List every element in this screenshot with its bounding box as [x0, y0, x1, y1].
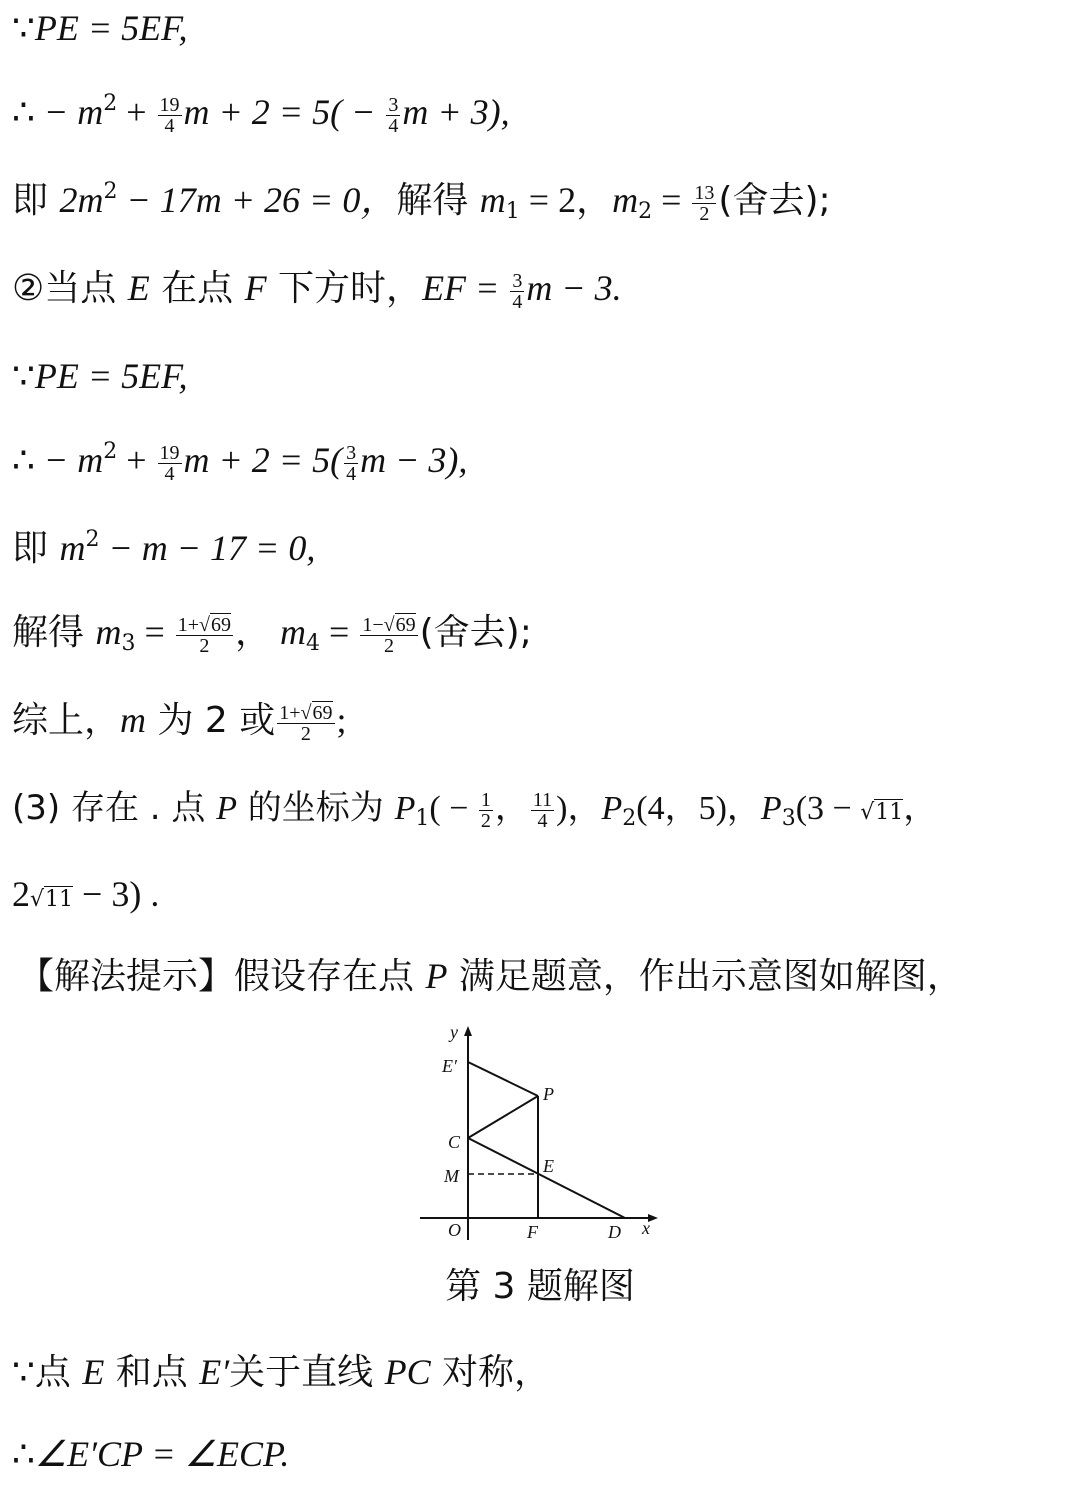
segment-p-c: [468, 1096, 538, 1138]
sqrt-symbol: √: [383, 613, 395, 636]
fraction: [176, 615, 233, 656]
therefore-symbol: ∴: [12, 440, 35, 481]
fraction: [158, 95, 182, 136]
line-11: [12, 872, 159, 922]
term: m + 3),: [402, 92, 510, 132]
because-symbol: ∵: [12, 1352, 35, 1393]
numerator: [176, 615, 233, 636]
denominator: 2: [199, 634, 210, 657]
subscript: 1: [415, 806, 430, 831]
line-6: [12, 438, 467, 484]
fraction: [158, 443, 182, 484]
text: ②当点: [12, 268, 128, 309]
term: m − 3.: [526, 268, 622, 308]
term: )，: [556, 790, 602, 827]
label-e-prime: E′: [442, 1056, 457, 1076]
segment-e-prime-p: [468, 1062, 538, 1096]
term: m + 2 = 5(: [183, 440, 343, 480]
variable: m: [612, 180, 639, 220]
sqrt-symbol: √: [199, 613, 211, 636]
radicand: 69: [211, 613, 232, 636]
term: +: [117, 92, 156, 132]
numerator: 1: [480, 788, 491, 811]
variable: E: [127, 268, 150, 308]
separator: ，: [235, 612, 281, 652]
label-c: C: [448, 1132, 461, 1152]
exponent: 2: [103, 439, 118, 464]
line-2: [12, 90, 510, 136]
equation: ∠E′CP = ∠ECP.: [34, 1434, 290, 1474]
fraction: [531, 790, 554, 831]
fraction: [344, 443, 358, 484]
term: ;: [336, 700, 347, 740]
fraction: [277, 703, 334, 744]
geometry-diagram: [400, 1020, 680, 1250]
variable: P: [216, 790, 237, 827]
term: ( −: [429, 790, 477, 827]
label-d: D: [608, 1222, 621, 1242]
label-p: P: [543, 1084, 554, 1104]
term: ，: [494, 790, 529, 827]
text: 为 2 或: [146, 700, 276, 741]
numerator: 3: [346, 441, 357, 464]
denominator: 4: [388, 114, 399, 137]
line-14: [12, 1432, 289, 1477]
term: =: [652, 180, 691, 220]
line-1: [12, 6, 188, 51]
label-f: F: [527, 1222, 538, 1242]
text: 对称，: [430, 1352, 551, 1393]
numerator: [360, 615, 417, 636]
y-axis-arrow: [464, 1026, 472, 1036]
denominator: 4: [512, 290, 523, 313]
term: m + 2 = 5( −: [183, 92, 385, 132]
term: (3 −: [795, 790, 861, 827]
term: − 17m + 26 = 0，: [117, 180, 397, 220]
exponent: 2: [103, 91, 118, 116]
numerator-part: 1+: [177, 613, 200, 636]
numerator: 19: [159, 441, 180, 464]
text: 在点: [149, 268, 245, 309]
term: 2: [12, 874, 30, 914]
text: 综上，: [12, 700, 121, 741]
numerator: 13: [694, 181, 715, 204]
line-3: [12, 178, 831, 224]
denominator: 2: [699, 202, 710, 225]
fraction: [479, 790, 493, 831]
denominator: 2: [480, 809, 491, 832]
fraction: [386, 95, 400, 136]
term: ，: [903, 790, 938, 827]
term: − m: [34, 92, 104, 132]
radicand: 69: [312, 701, 333, 724]
line-7: [12, 526, 315, 571]
subscript: 2: [622, 806, 637, 831]
term: (4，5)，: [636, 790, 761, 827]
text: (舍去);: [419, 612, 532, 653]
text: 即: [12, 180, 60, 221]
sqrt-symbol: √: [30, 887, 45, 912]
denominator: 4: [164, 114, 175, 137]
line-12: [18, 954, 963, 999]
line-10: [12, 786, 937, 835]
label-e: E: [543, 1156, 554, 1176]
label-m: M: [444, 1166, 459, 1186]
numerator: 11: [532, 788, 553, 811]
exponent: 2: [85, 527, 100, 552]
segment-c-d: [468, 1138, 625, 1218]
sqrt-symbol: √: [860, 800, 875, 825]
term: − m: [34, 440, 104, 480]
text: 点: [34, 1352, 83, 1393]
equation: PE = 5EF,: [34, 356, 188, 396]
variable: m: [95, 612, 122, 652]
text: (3) 存在 . 点: [12, 788, 217, 828]
label-x: x: [642, 1218, 650, 1238]
variable: E: [82, 1352, 105, 1392]
denominator: 4: [164, 462, 175, 485]
label-y: y: [450, 1022, 458, 1042]
variable: F: [244, 268, 267, 308]
equation: PE = 5EF,: [34, 8, 188, 48]
solution-figure: [400, 1020, 680, 1250]
exponent: 2: [103, 179, 118, 204]
label-o: O: [448, 1220, 461, 1240]
variable: m: [280, 612, 307, 652]
text: 关于直线: [229, 1352, 385, 1393]
sqrt-symbol: √: [300, 701, 312, 724]
term: 2m: [59, 180, 104, 220]
subscript: 3: [781, 806, 796, 831]
denominator: 4: [537, 809, 548, 832]
line-9: [12, 698, 347, 744]
denominator: 2: [383, 634, 394, 657]
radicand: 11: [45, 887, 74, 912]
term: = 2，: [519, 180, 613, 220]
text: 下方时，: [266, 268, 423, 309]
term: =: [135, 612, 174, 652]
term: − m − 17 = 0,: [99, 528, 316, 568]
numerator: [277, 703, 334, 724]
therefore-symbol: ∴: [12, 92, 35, 133]
subscript: 1: [505, 199, 520, 224]
text: 【解法提示】假设存在点: [18, 956, 426, 997]
text: (舍去);: [718, 180, 831, 221]
term: EF =: [422, 268, 509, 308]
term: − 3) .: [73, 874, 160, 914]
line-5: [12, 354, 188, 399]
fraction: [510, 271, 524, 312]
variable: m: [120, 700, 147, 740]
term: +: [117, 440, 156, 480]
text: 即: [12, 528, 60, 569]
figure-caption: 第 3 题解图: [445, 1266, 635, 1307]
because-symbol: ∵: [12, 356, 35, 397]
subscript: 4: [306, 631, 321, 656]
variable: PC: [384, 1352, 431, 1392]
fraction: [692, 183, 716, 224]
fraction: [360, 615, 417, 656]
subscript: 3: [121, 631, 136, 656]
variable: P: [425, 956, 448, 996]
numerator: 3: [512, 269, 523, 292]
line-4: [12, 266, 622, 312]
numerator: 3: [388, 93, 399, 116]
because-symbol: ∵: [12, 8, 35, 49]
radicand: 11: [875, 800, 904, 825]
term: m − 3),: [360, 440, 468, 480]
therefore-symbol: ∴: [12, 1434, 35, 1475]
variable: P: [601, 790, 623, 827]
line-13: [12, 1350, 550, 1395]
numerator: 19: [159, 93, 180, 116]
numerator-part: 1+: [279, 701, 301, 724]
numerator-part: 1−: [362, 613, 384, 636]
variable: m: [479, 180, 506, 220]
text: 解得: [12, 612, 96, 653]
denominator: 4: [346, 462, 357, 485]
variable: P: [760, 790, 782, 827]
line-8: [12, 610, 532, 656]
text: 的坐标为: [236, 788, 395, 828]
term: =: [320, 612, 359, 652]
radicand: 69: [395, 613, 416, 636]
text: 解得: [396, 180, 480, 221]
denominator: 2: [300, 722, 311, 745]
text: 满足题意，作出示意图如解图，: [447, 956, 963, 997]
subscript: 2: [638, 199, 653, 224]
variable: P: [394, 790, 416, 827]
term: m: [59, 528, 86, 568]
text: 和点: [104, 1352, 200, 1393]
variable: E′: [199, 1352, 230, 1392]
